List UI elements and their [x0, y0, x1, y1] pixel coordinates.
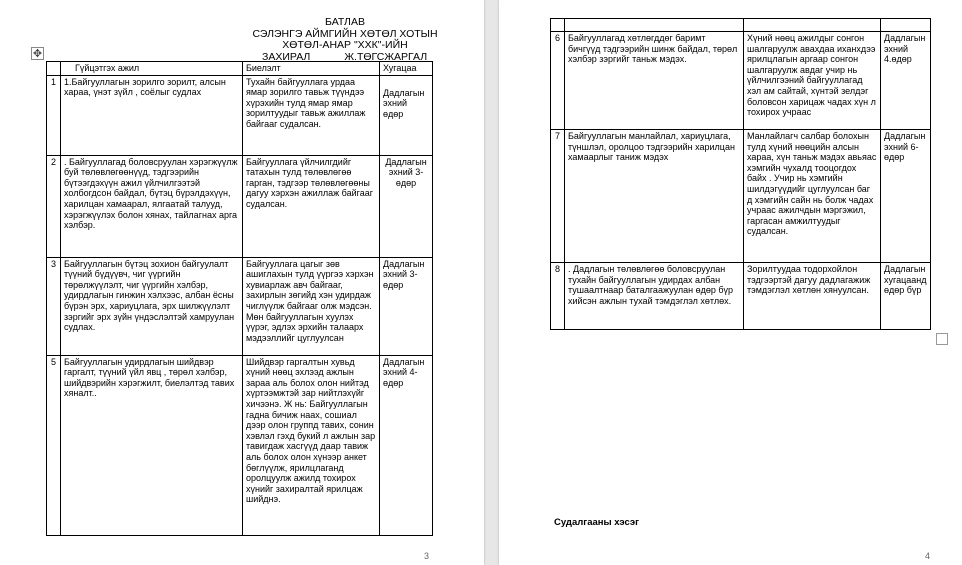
document-page-4: [499, 0, 962, 565]
resize-handle-icon[interactable]: [936, 333, 948, 345]
time-cell[interactable]: Дадлагын эхний 6-өдөр: [881, 130, 931, 263]
result-cell[interactable]: Хүний нөөц ажилдыг сонгон шалгаруулж авахдаа иханхдээ ярилцлагын аргаар сонгон шалгаруулж авдаг учир нь үйлчилгээний байгууллагад хэл ам сайтай, хүнтэй зелдэг боловсон харицаж чадах хүн л тохирох учраас: [744, 32, 881, 130]
director-name: Ж.ТӨГСЖАРГАЛ: [344, 50, 428, 63]
task-cell[interactable]: Байгууллагын удирдлагын шийдвэр гаргалт, түүний үйл явц , төрөл хэлбэр, шийдвэрийн хэрэгжилт, биелэлтэд тавих хяналт..: [61, 355, 243, 535]
section-heading: Судалгааны хэсэг: [554, 517, 640, 528]
table-row: [47, 75, 433, 155]
column-header-task: Гүйцэтгэх ажил: [61, 62, 243, 76]
time-cell[interactable]: Дадлагын эхний 3-өдөр: [380, 257, 433, 355]
director-title: ЗАХИРАЛ: [262, 50, 311, 63]
result-cell[interactable]: Зорилтуудаа тодорхойлон тэдгээртэй дагуу дадлагажиж тэмдэглэл хөтлөн хянуулсан.: [744, 263, 881, 330]
time-cell[interactable]: Дадлагын эхний өдөр: [380, 75, 433, 155]
task-cell[interactable]: Байгууллагын бүтэц зохион байгуулалт түүний бүдүүвч, чиг үүргийн төрөлжүүлэлт, чиг үүргийн хэлбэр, удирдлагын гинжин хэлхээс, албан ёсны бүрэн эрх, хариуцлага, эрх шилжүүлэлт зэргийг эрх зүйн үндэслэлтэй хамруулан судлах.: [61, 257, 243, 355]
table-header-row: [551, 19, 931, 32]
org-line-1: СЭЛЭНГЭ АЙМГИЙН ХӨТӨЛ ХОТЫН: [252, 27, 438, 40]
result-cell[interactable]: Тухайн байгууллага урдаа ямар зорилго тавьж түүндээ хүрэхийн тулд ямар ямар зорилтуудыг тавьж ажиллаж байгааг судалсан.: [243, 75, 380, 155]
time-cell[interactable]: Дадлагын эхний 4.өдөр: [881, 32, 931, 130]
table-row: [47, 355, 433, 535]
org-line-2: ХӨТӨЛ-АНАР "ХХК"-ИЙН: [282, 39, 408, 51]
task-table: [46, 61, 433, 536]
result-cell[interactable]: Байгууллага үйлчилгдийг татахын тулд төлөвлөгөө гарган, тэдгээр төлөвлөгөөны дагуу хэрхэн ажиллаж байгааг судалсан.: [243, 155, 380, 257]
approval-header: [245, 17, 445, 63]
task-cell[interactable]: Байгууллагад хөтлөгддөг баримт бичгүүд тэдгээрийн шинж байдал, төрөл хэлбэр зэргийг таньж мэдэх.: [565, 32, 744, 130]
task-cell[interactable]: . Байгууллагад боловсруулан хэрэгжүүлж буй төлөвлөгөөнүүд, тэдгээрийн бүтээгдэхүүн ажил үйлчилгээтэй холбогдсон байдал, бүтэц бүрэлдэхүүн, харилцан хамаарал, ялгаатай талууд, хэрэгжүүлэх болон хянах, тайлагнах арга хэлбэр.: [61, 155, 243, 257]
row-number: 3: [47, 257, 61, 355]
result-cell[interactable]: Шийдвэр гаргалтын хувьд хүний нөөц эхлээд ажлын зараа аль болох олон нийтэд хүртээмжтэй зар нийтлэхүйг хичээнэ. Ж нь: Байгууллагын гадна бичиж наах, сошиал дээр олон группд тавих, сонин хэвлэл гэхд букий л ажлын зар тавигдаж хасгүүд даар тавиж аль болох олон хүнээр анкет бөглүүлж, ярилцлаганд оролцуулж ажилд тохирох хүнийг захиралтай ярилцаж шийднэ.: [243, 355, 380, 535]
table-row: [551, 32, 931, 130]
time-cell[interactable]: Дадлагын эхний 4-өдөр: [380, 355, 433, 535]
row-number: 8: [551, 263, 565, 330]
table-row: [47, 155, 433, 257]
task-cell[interactable]: 1.Байгууллагын зорилго зорилт, алсын хараа, үнэт зүйл , соёлыг судлах: [61, 75, 243, 155]
page-number: 3: [424, 551, 430, 561]
row-number: 6: [551, 32, 565, 130]
row-number: 5: [47, 355, 61, 535]
table-row: [551, 130, 931, 263]
task-cell[interactable]: Байгууллагын манлайлал, хариуцлага, түншлэл, оролцоо тэдгээрийн харилцан хамаарлыг таниж мэдэх: [565, 130, 744, 263]
page-number: 4: [925, 551, 931, 561]
time-cell[interactable]: Дадлагын хугацаанд өдөр бүр: [881, 263, 931, 330]
row-number: 2: [47, 155, 61, 257]
table-header-row: [47, 62, 433, 76]
result-cell[interactable]: Манлайлагч салбар болохын тулд хүний нөөцийн алсын хараа, хүн таньж мэдэх авьяас хэмгийн чухалд тооцогдох байх . Учир нь хэмгийн шилдэгүүдийг цуглуулсан баг д хэмгийн сайн нь болж чадах учраас ажилчдын мэргэжил, гаргасан амжилтуудыг судалсан.: [744, 130, 881, 263]
table-row: [47, 257, 433, 355]
approval-title: БАТЛАВ: [325, 16, 365, 28]
move-icon[interactable]: ✥: [32, 48, 43, 60]
column-header-result: Биелэлт: [243, 62, 380, 76]
task-cell[interactable]: . Дадлагын төлөвлөгөө боловсруулан тухайн байгууллагын удирдах албан тушаалтнаар баталгаажуулан өдөр бүр хийсэн ажлын тухай тэмдэглэл хөтлөх.: [565, 263, 744, 330]
time-cell[interactable]: Дадлагын эхний 3-өдөр: [380, 155, 433, 257]
result-cell[interactable]: Байгууллага цагыг зөв ашиглахын тулд үүргээ хэрхэн хувиарлаж авч байгааг, захирлын зөгийд хэн удирдаж чиглүүлж байгааг олж мэдсэн. Мөн байгууллагын хуулэх үүрэг, эдлэх эрхийн талаарх мэдээллийг цуглуулсан: [243, 257, 380, 355]
task-table-continued: [550, 18, 931, 330]
row-number: 7: [551, 130, 565, 263]
row-number: 1: [47, 75, 61, 155]
column-header-time: Хугацаа: [380, 62, 433, 76]
table-row: [551, 263, 931, 330]
